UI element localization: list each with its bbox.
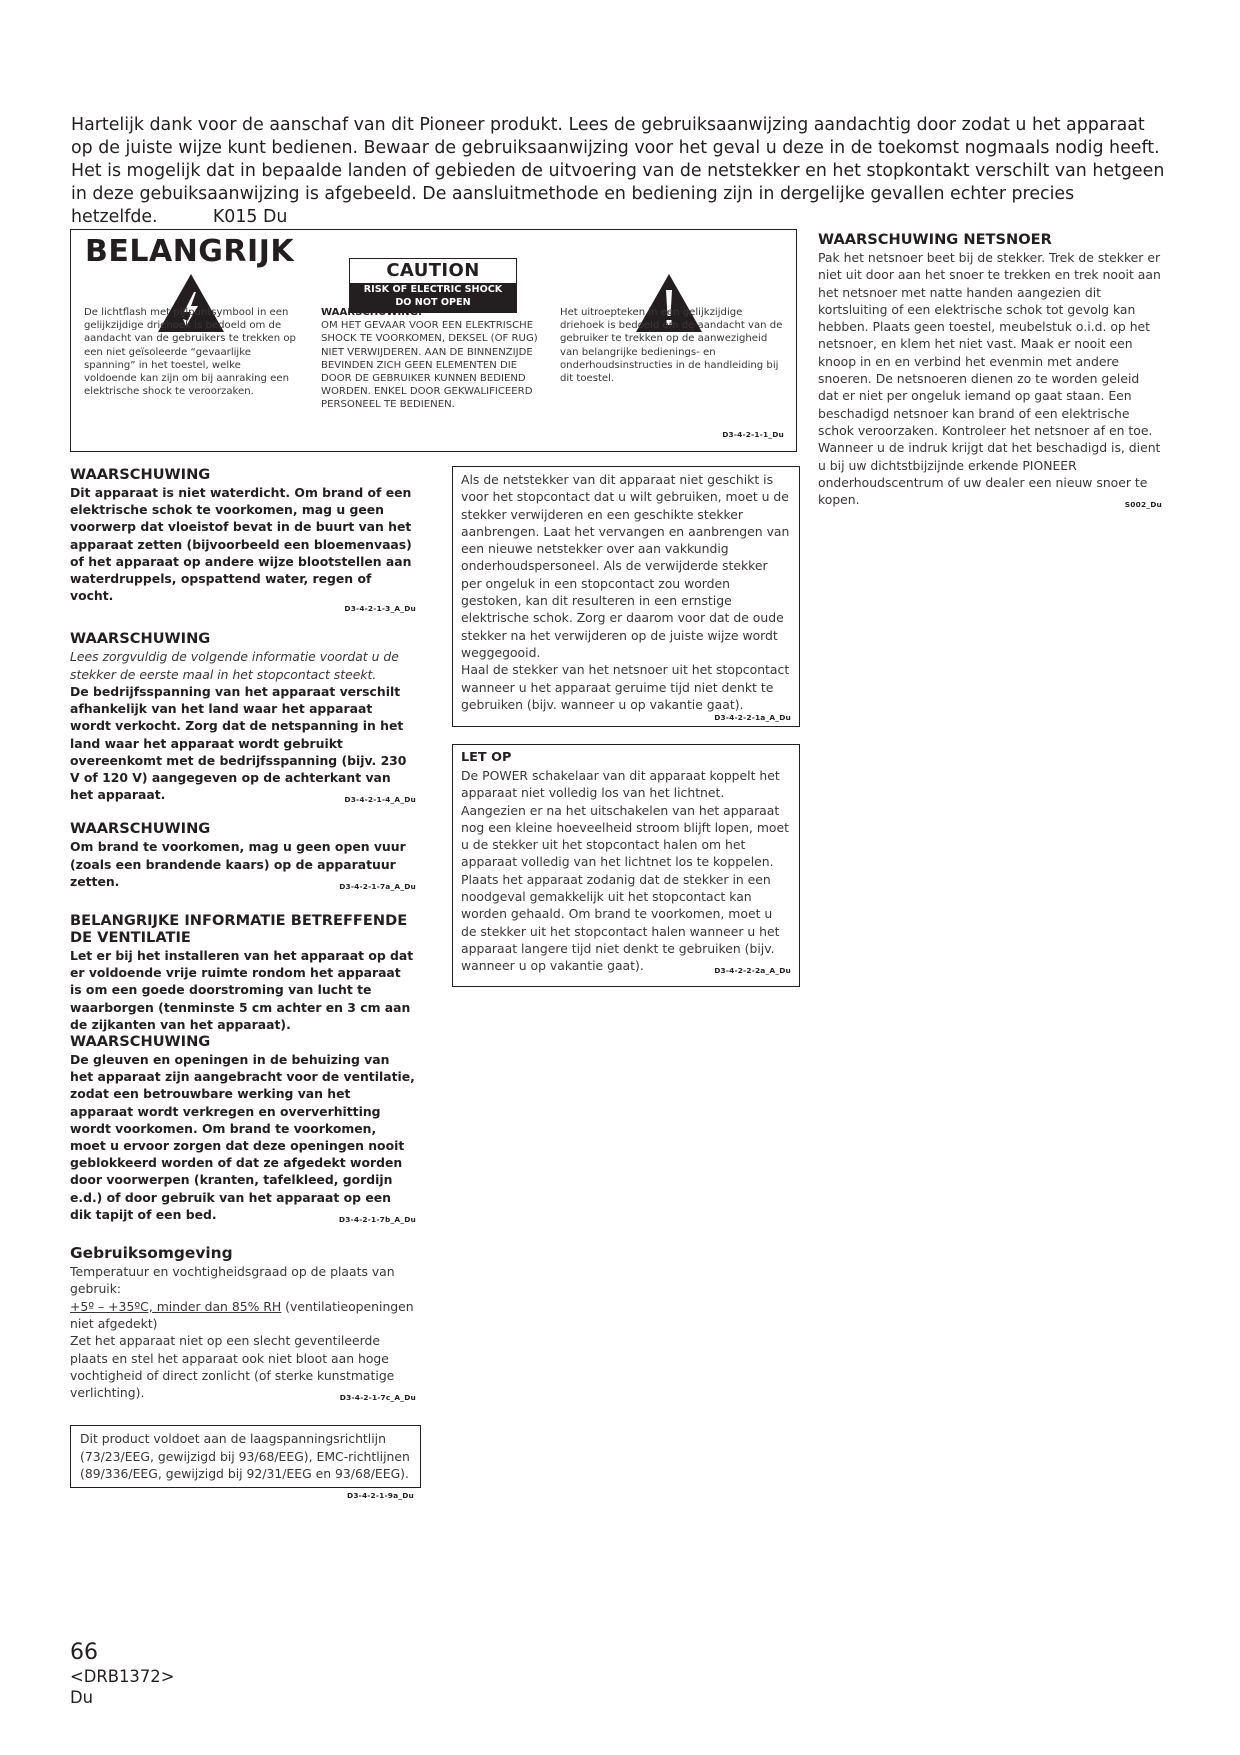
compliance-code: D3-4-2-1-9a_Du <box>347 1491 414 1501</box>
warning-fire-code: D3-4-2-1-7a_A_Du <box>339 881 416 891</box>
page-footer <box>70 1640 174 1708</box>
environment-text-2: (ventilatieopeningen niet afgedekt) <box>70 1298 414 1331</box>
warning-ventilation-body: De gleuven en openingen in de behuizing van het apparaat zijn aangebracht voor de ventilatie, zodat een betrouwbare werking van het apparaat wordt verkregen en oververhitting wordt voorkomen. Om brand te voorkomen, moet u ervoor zorgen dat deze openingen nooit geblokkeerd worden of dat ze afgedekt worden door voorwerpen (kranten, tafelkleed, gordijn e.d.) of door gebruik van het apparaat op een dik tapijt of een bed. <box>70 1052 415 1222</box>
language-code: Du <box>70 1688 94 1707</box>
ventilation-title: BELANGRIJKE INFORMATIE BETREFFENDE DE VENTILATIE <box>70 912 408 947</box>
model-code: <DRB1372> <box>70 1667 175 1686</box>
power-cord-code: S002_Du <box>1124 500 1162 510</box>
let-op-body: De POWER schakelaar van dit apparaat koppelt het apparaat niet volledig los van het lichtnet. Aangezien er na het uitschakelen van het apparaat nog een kleine hoeveelheid stroom blijft lopen, moet u de stekker uit het stopcontact halen om het apparaat volledig van het lichtnet los te koppelen. Plaats het apparaat zodanig dat de stekker in een noodgeval gemakkelijk uit het stopcontact kan worden gehaald. Om brand te voorkomen, moet u de stekker uit het stopcontact halen wanneer u het apparaat langere tijd niet denkt te gebruiken (bijv. wanneer u op vakantie gaat). <box>461 768 789 974</box>
environment-code: D3-4-2-1-7c_A_Du <box>339 1393 416 1403</box>
power-cord-body: Pak het netsnoer beet bij de stekker. Trek de stekker er niet uit door aan het snoer te trekken en trek nooit aan het netsnoer met natte handen aangezien dit kortsluiting of een elektrische schok tot gevolg kan hebben. Plaats geen toestel, meubelstuk o.i.d. op het netsnoer, en klem het niet vast. Maak er nooit een knoop in en en verbind het evenmin met andere snoeren. De netsnoeren dienen zo te worden geleid dat er niet per ongeluk iemand op gaat staan. Een beschadigd netsnoer kan brand of een elektrische schok veroorzaken. Kontroleer het netsnoer af en toe. Wanneer u de indruk krijgt dat het beschadigd is, dient u bij uw dichtstbijzijnde erkende PIONEER onderhoudscentrum of uw dealer een nieuw snoer te kopen. <box>818 250 1161 508</box>
warning-water <box>70 466 416 613</box>
warning-water-text: Dit apparaat is niet waterdicht. Om brand of een elektrische schok te voorkomen, mag u geen voorwerp dat vloeistof bevat in de buurt van het apparaat zetten (bijvoorbeeld een bloemenvaas) of het apparaat op andere wijze blootstellen aan waterdruppels, opspattend water, regen of vocht. <box>70 485 412 604</box>
power-cord-text <box>818 249 1162 508</box>
warning-fire-title: WAARSCHUWING <box>70 820 211 838</box>
warning-water-code: D3-4-2-1-3_A_Du <box>344 604 416 614</box>
ventilation-info <box>70 912 416 1223</box>
plug-info-text-1: Als de netstekker van dit apparaat niet geschikt is voor het stopcontact dat u wilt gebruiken, moet u de stekker verwijderen en een geschikte stekker aanbrengen. Laat het vervangen en aanbrengen van een nieuwe netstekker over aan vakkundig onderhoudspersoneel. Als de verwijderde stekker per ongeluk in een stopcontact zou worden gestoken, kan dit resulteren in een ernstige elektrische schok. Zorg er daarom voor dat de oude stekker na het verwijderen op de juiste wijze wordt weggegooid. <box>461 472 790 660</box>
compliance-box <box>70 1425 421 1501</box>
warning-fire <box>70 820 416 890</box>
environment-range: +5º – +35ºC, minder dan 85% RH <box>70 1298 282 1314</box>
plug-info-code: D3-4-2-2-1a_A_Du <box>714 713 791 723</box>
intro-text <box>71 114 1171 229</box>
compliance-body: Dit product voldoet aan de laagspanningsrichtlijn (73/23/EEG, gewijzigd bij 93/68/EEG), EMC-richtlijnen (89/336/EEG, gewijzigd bij 92/31/EEG en 93/68/EEG). <box>80 1431 410 1482</box>
belangrijk-center <box>321 306 543 412</box>
environment-text-3-body: Zet het apparaat niet op een slecht geventileerde plaats en stel het apparaat ook niet bloot aan hoge vochtigheid of direct zonlicht (of sterke kunstmatige verlichting). <box>70 1333 395 1401</box>
belangrijk-right-text: Het uitroepteken in een gelijkzijdige driehoek is bedoeld om de aandacht van de gebruiker te trekken op de aanwezigheid van belangrijke bedienings- en onderhoudsinstructies in de handleiding bij dit toestel. <box>560 307 783 385</box>
belangrijk-code: D3-4-2-1-1_Du <box>722 430 784 439</box>
plug-info-text-2: Haal de stekker van het netsnoer uit het stopcontact wanneer u het apparaat geruime tijd niet denkt te gebruiken (bijv. wanneer u op vakantie gaat). <box>461 662 790 712</box>
caution-line-2: DO NOT OPEN <box>395 296 471 308</box>
right-column <box>818 231 1162 513</box>
intro-paragraph-1: Hartelijk dank voor de aanschaf van dit Pioneer produkt. Lees de gebruiksaanwijzing aandachtig door zodat u het apparaat op de juiste wijze kunt bedienen. Bewaar de gebruiksaanwijzing voor het geval u deze in de toekomst nogmaals nodig heeft. <box>71 115 1160 158</box>
belangrijk-box <box>70 229 797 452</box>
warning-fire-body: Om brand te voorkomen, mag u geen open vuur (zoals een brandende kaars) op de apparatuur zetten. <box>70 839 406 889</box>
compliance-text <box>80 1430 414 1501</box>
warning-voltage-body: De bedrijfsspanning van het apparaat verschilt afhankelijk van het land waar het apparaat wordt verkocht. Zorg dat de netspanning in het land waar het apparaat wordt gebruikt overeenkomt met de bedrijfsspanning (bijv. 230 V of 120 V) aangegeven op de achterkant van het apparaat. <box>70 684 407 803</box>
warning-voltage-code: D3-4-2-1-4_A_Du <box>344 795 416 805</box>
warning-ventilation-text <box>70 1051 416 1223</box>
intro-paragraph-2 <box>71 160 1171 229</box>
power-cord-title: WAARSCHUWING NETSNOER <box>818 231 1052 248</box>
intro-code: K015 Du <box>212 207 288 227</box>
warning-voltage-title: WAARSCHUWING <box>70 630 211 648</box>
let-op-code: D3-4-2-2-2a_A_Du <box>714 966 791 976</box>
warning-fire-text <box>70 838 416 890</box>
left-column <box>70 466 416 1505</box>
caution-title: CAUTION <box>386 260 480 281</box>
belangrijk-left-text: De lichtflash met pijlpuntsymbool in een gelijkzijdige driehoek is bedoeld om de aandacht van de gebruikers te trekken op een niet geïsoleerde “gevaarlijke spanning” in het toestel, welke voldoende kan zijn om bij aanraking een elektrische shock te veroorzaken. <box>84 307 296 398</box>
let-op-text <box>461 767 791 975</box>
plug-info-box <box>452 466 800 727</box>
warning-voltage <box>70 630 416 803</box>
ventilation-text: Let er bij het installeren van het apparaat op dat er voldoende vrije ruimte rondom het apparaat is om een goede doorstroming van lucht te waarborgen (tenminste 5 cm achter en 3 cm aan de zijkanten van het apparaat). <box>70 948 414 1032</box>
intro-paragraph-2-text: Het is mogelijk dat in bepaalde landen of gebieden de uitvoering van de netstekker en het stopkontakt verschilt van hetgeen in deze gebuiksaanwijzing is afgebeeld. De aansluitmethode en bediening zijn in dergelijke gevallen echter precies hetzelfde. <box>71 161 1165 227</box>
let-op-title: LET OP <box>461 750 512 765</box>
warning-ventilation-title: WAARSCHUWING <box>70 1033 211 1051</box>
caution-label <box>349 258 517 313</box>
environment-text-1: Temperatuur en vochtigheidsgraad op de plaats van gebruik: <box>70 1264 395 1297</box>
belangrijk-title: BELANGRIJK <box>85 234 295 269</box>
page-number: 66 <box>70 1640 98 1665</box>
environment-title: Gebruiksomgeving <box>70 1244 233 1263</box>
belangrijk-center-heading: WAARSCHUWING: <box>321 307 423 318</box>
caution-line-1: RISK OF ELECTRIC SHOCK <box>363 284 503 295</box>
warning-ventilation-code: D3-4-2-1-7b_A_Du <box>338 1214 416 1224</box>
environment-section <box>70 1245 416 1401</box>
warning-voltage-text <box>70 683 416 803</box>
warning-water-title: WAARSCHUWING <box>70 466 211 483</box>
belangrijk-center-text: OM HET GEVAAR VOOR EEN ELEKTRISCHE SHOCK TE VOORKOMEN, DEKSEL (OF RUG) NIET VERWIJDEREN. AAN DE BINNENZIJDE BEVINDEN ZICH GEEN ELEMENTEN DIE DOOR DE GEBRUIKER KUNNEN BEDIEND WORDEN. ENKEL DOOR GEKWALIFICEERD PERSONEEL TE BEDIENEN. <box>321 320 538 411</box>
let-op-box <box>452 744 800 987</box>
warning-voltage-italic: Lees zorgvuldig de volgende informatie voordat u de stekker de eerste maal in het stopcontact steekt. <box>70 649 399 682</box>
environment-text-3 <box>70 1332 416 1401</box>
environment-conditions <box>70 1298 416 1333</box>
